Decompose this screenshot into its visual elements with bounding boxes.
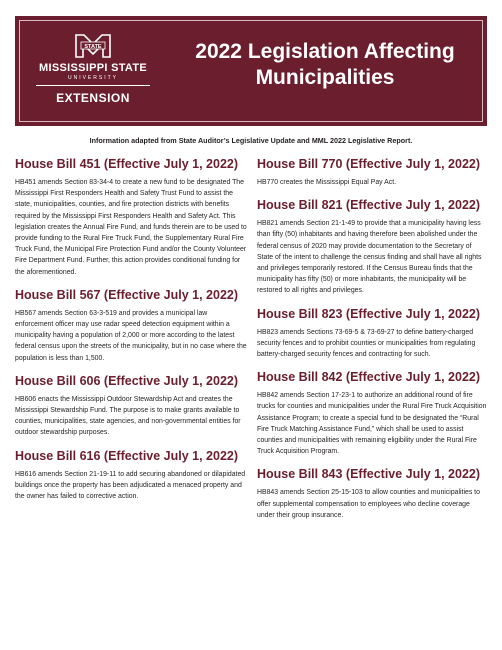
bill-description: HB616 amends Section 21-19-11 to add securing abandoned or dilapidated buildings once the property has been adjudicated a menaced property and the owner has failed to corrective action. <box>15 470 246 501</box>
bill-section-hb823 <box>257 306 489 361</box>
logo-mark-text: STATE <box>84 43 102 50</box>
bill-heading: House Bill 451 (Effective July 1, 2022) <box>15 157 239 171</box>
bill-heading: House Bill 843 (Effective July 1, 2022) <box>257 467 481 482</box>
bill-description: HB821 amends Section 21-1-49 to provide that a municipality having less than fifty (50) inhabitants and having therefore been abolished under the federal census of 2020 may provide documentation to the Secretary of State of the intent to challenge the census finding and shall have all rights and privileges temporarily restored. If the Census Bureau finds that the municipality has fifty (50) or more inhabitants, the municipality will be restored to all rights and privileges. <box>257 220 482 295</box>
logo-university-name: MISSISSIPPI STATE <box>39 62 147 74</box>
bill-section-hb606 <box>15 373 247 439</box>
bill-description: HB823 amends Sections 73-69-5 & 73-69-27 to define battery-charged security fences and to prohibit counties or municipalities from regulating battery-charged security fences and contracting for such. <box>257 328 476 359</box>
bill-description: HB842 amends Section 17-23-1 to authorize an additional round of fire trucks for counties and municipalities under the Rural Fire Truck Acquisition Assistance Program; to create a special fund to be designated the “Rural Fire Truck Matching Assistance Fund,” which shall be used to assist counties and municipalities with remaining eligibility under the Rural Fire Truck Acquisition Program. <box>257 392 487 456</box>
bill-section-hb616 <box>15 448 247 503</box>
bill-heading: House Bill 606 (Effective July 1, 2022) <box>15 373 239 388</box>
bill-section-hb451 <box>15 156 247 278</box>
bill-section-hb821 <box>257 197 489 296</box>
left-column <box>15 156 247 511</box>
bill-description: HB770 creates the Mississippi Equal Pay Act. <box>257 179 397 186</box>
header-banner <box>15 16 487 126</box>
page-title-line-1: 2022 Legislation Affecting <box>195 40 455 63</box>
banner-border <box>19 20 483 122</box>
page-title <box>170 39 480 91</box>
bill-description: HB606 enacts the Mississippi Outdoor Stewardship Act and creates the Mississippi Stewardship Fund. The purpose is to make grants available to counties, municipalities, state agencies, and non-governmental entities for outdoor stewardship purposes. <box>15 395 241 437</box>
msu-logo-mark-icon <box>74 33 112 59</box>
bill-section-hb842 <box>257 369 489 457</box>
page-title-line-2: Municipalities <box>255 66 395 89</box>
source-note: Information adapted from State Auditor’s Legislative Update and MML 2022 Legislative Report. <box>89 136 413 145</box>
bill-description: HB843 amends Section 25-15-103 to allow counties and municipalities to offer supplemental compensation to employees who decline coverage under their group insurance. <box>257 489 480 519</box>
bill-section-hb843 <box>257 466 489 521</box>
bill-heading: House Bill 821 (Effective July 1, 2022) <box>257 198 481 213</box>
right-column <box>257 156 489 530</box>
bill-description: HB567 amends Section 63-3-519 and provides a municipal law enforcement officer may use radar speed detection equipment within a municipality having a population of 2,000 or more according to the latest federal census upon the streets of the municipality, but in no case where the population is less than 1,500. <box>15 309 247 362</box>
bill-section-hb770 <box>257 156 489 188</box>
logo-divider <box>36 85 150 86</box>
bill-heading: House Bill 823 (Effective July 1, 2022) <box>257 306 481 321</box>
bill-description: HB451 amends Section 83-34-4 to create a new fund to be designated The Mississippi First Responders Health and Safety Trust Fund to assist the state, municipalities, counties, and fire protection districts with benefits required by the Mississippi First Responders Health and Safety Act. This legislation creates the Annual Fire Fund, and funds therein are to be used to provide funding to the Rural Fire Truck Fund, the Supplementary Rural Fire Truck Fund, the Municipal Fire Protection Fund and/or the County Volunteer Fire Department Fund. Further, this action provides conditional funding for the aforementioned. <box>15 179 247 276</box>
bill-section-hb567 <box>15 287 247 364</box>
bill-heading: House Bill 842 (Effective July 1, 2022) <box>257 370 481 385</box>
bill-heading: House Bill 567 (Effective July 1, 2022) <box>15 287 239 302</box>
msu-extension-logo <box>32 33 154 113</box>
logo-extension-label: EXTENSION <box>56 91 130 105</box>
logo-university-label: UNIVERSITY <box>67 75 118 81</box>
bill-heading: House Bill 770 (Effective July 1, 2022) <box>257 157 481 171</box>
bill-heading: House Bill 616 (Effective July 1, 2022) <box>15 448 239 463</box>
